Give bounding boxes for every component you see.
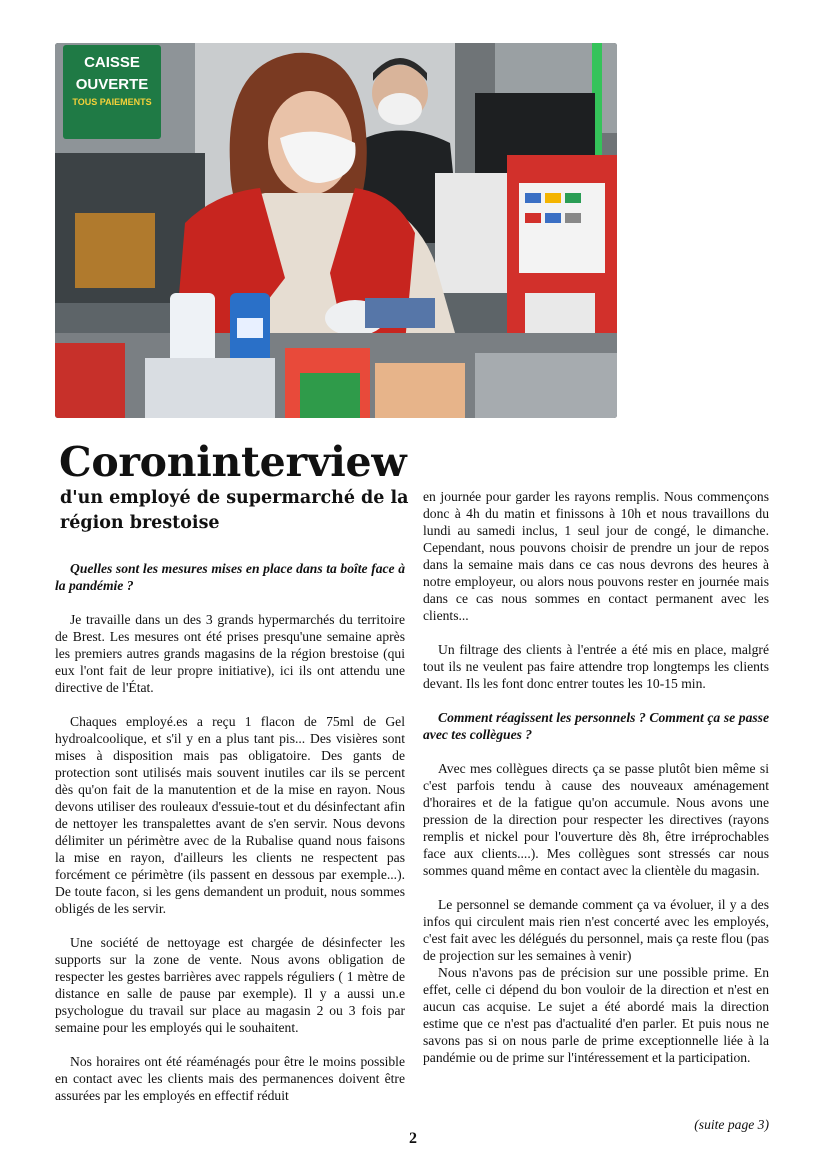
article-photo [55, 43, 617, 418]
paragraph: Nos horaires ont été réaménagés pour être le moins possible en contact avec les clients mais des permanences doivent être assurées par les employés en effectif réduit [55, 1054, 405, 1103]
sign-text-3: TOUS PAIEMENTS [72, 97, 152, 107]
paragraph: Une société de nettoyage est chargée de désinfecter les supports sur la zone de vente. Nous avons obligation de respecter les gestes barrières avec rappels réguliers ( 1 mètre de distance en salle de pause par exemple). Il y a aussi un.e psychologue du travail sur place au magasin 2 ou 3 fois par semaine pour les employés qui le souhaitent. [55, 935, 405, 1035]
article-title: Coroninterview [59, 438, 407, 486]
interview-question: Quelles sont les mesures mises en place dans ta boîte face à la pandémie ? [55, 561, 405, 593]
sign-text-1: CAISSE [84, 54, 140, 71]
continued-note: (suite page 3) [694, 1117, 769, 1132]
page-number: 2 [409, 1130, 417, 1147]
left-column [55, 560, 405, 1121]
right-column [423, 488, 769, 1066]
paragraph: Un filtrage des clients à l'entrée a été mis en place, malgré tout ils ne veulent pas faire attendre trop longtemps les clients devant. Ils les font donc entrer toutes les 10-15 min. [423, 642, 769, 691]
paragraph: Nous n'avons pas de précision sur une possible prime. En effet, celle ci dépend du bon vouloir de la direction et n'est en aucun cas acquise. Le sujet a été abordé mais la direction estime que ce n'est pas d'actualité d'en parler. Et puis nous ne savons pas si on nous parle de prime exceptionnelle liée à la pandémie ou de prime sur l'intéressement et la participation. [423, 965, 769, 1065]
sign-text-2: OUVERTE [75, 76, 149, 93]
interview-question: Comment réagissent les personnels ? Comment ça se passe avec tes collègues ? [423, 710, 769, 742]
paragraph: Avec mes collègues directs ça se passe plutôt bien même si c'est parfois tendu à cause des nouveaux aménagement d'horaires et de la fatigue qu'on accumule. Nous avons une pression de la direction pour respecter les directives (rayons remplis et nickel pour l'ouverture dès 8h, être irréprochables face aux clients....). Mes collègues sont stressés car nous sommes quand même en contact avec la clientèle du magasin. [423, 761, 769, 878]
paragraph: Le personnel se demande comment ça va évoluer, il y a des infos qui circulent mais rien n'est concerté avec les employés, c'est fait avec les délégués du personnel, mais ça reste flou (pas de projection sur les semaines à venir) [423, 897, 769, 963]
paragraph: Je travaille dans un des 3 grands hypermarchés du territoire de Brest. Les mesures ont été prises presqu'une semaine après les premiers autres grands magasins de la région brestoise (qui eux l'ont fait de leur propre initiative), ici ils ont attendu une directive de l'État. [55, 612, 405, 695]
paragraph-continuation: en journée pour garder les rayons remplis. Nous commençons donc à 4h du matin et finissons à 10h et nous travaillons du lundi au samedi inclus, 1 seul jour de congé, le dimanche. Cependant, nous pouvons choisir de prendre un jour de repos dans la semaine mais dans ce cas nous devrons des heures à notre employeur, ou alors nous pouvons rester en journée mais dans ce cas nous sommes en contact permanent avec les clients... [423, 489, 769, 623]
cashier-photo-illustration [55, 43, 617, 418]
article-subtitle: d'un employé de supermarché de la région brestoise [60, 488, 409, 533]
paragraph: Chaques employé.es a reçu 1 flacon de 75ml de Gel hydroalcoolique, et s'il y en a plus tant pis... Des visières sont mises à disposition mais pas obligatoire. Des gants de protection sont utilisés mais souvent inutiles car ils se percent dès qu'on fait de la manutention et de la mise en rayon. Nous devons utiliser des rouleaux d'essuie-tout et du désinfectant afin de nettoyer les transpalettes avant de s'en servir. Nous devons délimiter un périmètre avec de la Rubalise quand nous faisons la mise en rayon, d'ailleurs les clients ne respectent pas forcément ce périmètre (ils passent en dessous par exemple...). De toute facon, si les gens demandent un produit, nous sommes obligés de les servir. [55, 714, 405, 916]
